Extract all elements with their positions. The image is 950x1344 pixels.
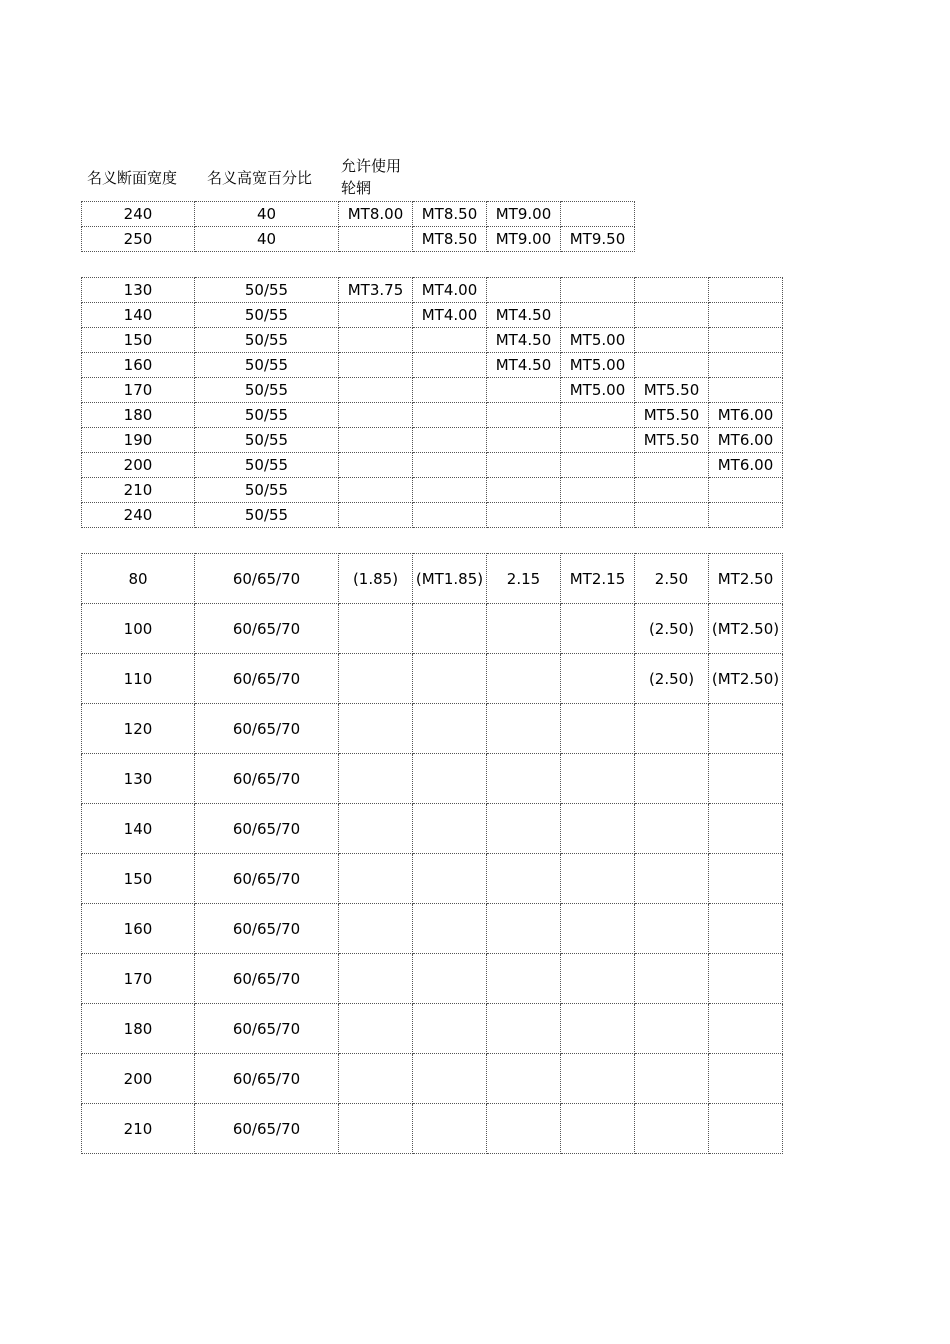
cell-rim-6 bbox=[709, 754, 783, 804]
cell-aspect-ratio: 50/55 bbox=[195, 378, 339, 403]
cell-rim-1: (1.85) bbox=[339, 554, 413, 604]
cell-rim-6: MT6.00 bbox=[709, 428, 783, 453]
cell-rim-4 bbox=[561, 428, 635, 453]
cell-rim-4 bbox=[561, 1004, 635, 1054]
cell-rim-5: MT5.50 bbox=[635, 378, 709, 403]
cell-nominal-width: 100 bbox=[82, 604, 195, 654]
cell-rim-4 bbox=[561, 478, 635, 503]
cell-rim-4 bbox=[561, 954, 635, 1004]
cell-aspect-ratio: 60/65/70 bbox=[195, 604, 339, 654]
cell-nominal-width: 200 bbox=[82, 1054, 195, 1104]
table-row bbox=[82, 278, 783, 303]
cell-rim-4 bbox=[561, 202, 635, 227]
cell-nominal-width: 170 bbox=[82, 954, 195, 1004]
cell-aspect-ratio: 60/65/70 bbox=[195, 1004, 339, 1054]
cell-rim-2 bbox=[413, 353, 487, 378]
cell-rim-2 bbox=[413, 604, 487, 654]
cell-rim-1 bbox=[339, 804, 413, 854]
table-row bbox=[82, 854, 783, 904]
table-row bbox=[82, 554, 783, 604]
cell-rim-4 bbox=[561, 704, 635, 754]
table-row bbox=[82, 303, 783, 328]
cell-rim-5: (2.50) bbox=[635, 604, 709, 654]
cell-aspect-ratio: 50/55 bbox=[195, 503, 339, 528]
cell-rim-2: MT8.50 bbox=[413, 202, 487, 227]
table-row bbox=[82, 478, 783, 503]
cell-rim-2 bbox=[413, 1004, 487, 1054]
cell-rim-6: (MT2.50) bbox=[709, 654, 783, 704]
table-row bbox=[82, 954, 783, 1004]
cell-rim-2 bbox=[413, 453, 487, 478]
cell-rim-5 bbox=[635, 478, 709, 503]
cell-rim-6: (MT2.50) bbox=[709, 604, 783, 654]
cell-nominal-width: 150 bbox=[82, 328, 195, 353]
cell-rim-3 bbox=[487, 754, 561, 804]
cell-rim-5: 2.50 bbox=[635, 554, 709, 604]
cell-rim-2: MT4.00 bbox=[413, 278, 487, 303]
cell-aspect-ratio: 60/65/70 bbox=[195, 1104, 339, 1154]
cell-rim-2 bbox=[413, 654, 487, 704]
cell-rim-2 bbox=[413, 503, 487, 528]
table-row bbox=[82, 1054, 783, 1104]
cell-rim-3: MT4.50 bbox=[487, 303, 561, 328]
table-row bbox=[82, 453, 783, 478]
cell-rim-1 bbox=[339, 353, 413, 378]
table-row bbox=[82, 227, 635, 252]
cell-aspect-ratio: 50/55 bbox=[195, 403, 339, 428]
cell-rim-4 bbox=[561, 1054, 635, 1104]
cell-rim-5 bbox=[635, 854, 709, 904]
cell-rim-2 bbox=[413, 804, 487, 854]
table-row bbox=[82, 904, 783, 954]
cell-rim-6: MT2.50 bbox=[709, 554, 783, 604]
cell-rim-1 bbox=[339, 754, 413, 804]
cell-rim-3 bbox=[487, 804, 561, 854]
cell-rim-2: (MT1.85) bbox=[413, 554, 487, 604]
cell-aspect-ratio: 60/65/70 bbox=[195, 654, 339, 704]
cell-rim-6 bbox=[709, 478, 783, 503]
cell-rim-6 bbox=[709, 328, 783, 353]
cell-rim-5 bbox=[635, 804, 709, 854]
cell-rim-5 bbox=[635, 704, 709, 754]
table-row bbox=[82, 1104, 783, 1154]
cell-rim-3 bbox=[487, 704, 561, 754]
cell-aspect-ratio: 40 bbox=[195, 202, 339, 227]
cell-nominal-width: 170 bbox=[82, 378, 195, 403]
cell-rim-6 bbox=[709, 1104, 783, 1154]
cell-rim-1 bbox=[339, 328, 413, 353]
cell-aspect-ratio: 50/55 bbox=[195, 328, 339, 353]
cell-aspect-ratio: 60/65/70 bbox=[195, 754, 339, 804]
cell-rim-5 bbox=[635, 1104, 709, 1154]
cell-rim-6 bbox=[709, 904, 783, 954]
cell-rim-5 bbox=[635, 303, 709, 328]
cell-nominal-width: 130 bbox=[82, 278, 195, 303]
table-row bbox=[82, 353, 783, 378]
cell-rim-5: (2.50) bbox=[635, 654, 709, 704]
cell-rim-1 bbox=[339, 428, 413, 453]
cell-rim-5 bbox=[635, 754, 709, 804]
cell-aspect-ratio: 60/65/70 bbox=[195, 704, 339, 754]
cell-rim-2 bbox=[413, 904, 487, 954]
cell-aspect-ratio: 40 bbox=[195, 227, 339, 252]
cell-rim-3 bbox=[487, 604, 561, 654]
cell-rim-1 bbox=[339, 453, 413, 478]
cell-rim-1: MT8.00 bbox=[339, 202, 413, 227]
cell-rim-3: 2.15 bbox=[487, 554, 561, 604]
cell-rim-1 bbox=[339, 303, 413, 328]
cell-aspect-ratio: 50/55 bbox=[195, 278, 339, 303]
table-row bbox=[82, 754, 783, 804]
cell-rim-1 bbox=[339, 478, 413, 503]
cell-aspect-ratio: 60/65/70 bbox=[195, 954, 339, 1004]
cell-rim-4 bbox=[561, 503, 635, 528]
cell-rim-2 bbox=[413, 704, 487, 754]
cell-rim-3: MT4.50 bbox=[487, 353, 561, 378]
cell-rim-6 bbox=[709, 704, 783, 754]
cell-rim-4 bbox=[561, 1104, 635, 1154]
cell-rim-4 bbox=[561, 403, 635, 428]
cell-nominal-width: 80 bbox=[82, 554, 195, 604]
cell-rim-4 bbox=[561, 654, 635, 704]
cell-rim-3 bbox=[487, 1104, 561, 1154]
header-permitted-rim-line1: 允许使用 bbox=[341, 157, 402, 175]
cell-rim-3: MT9.00 bbox=[487, 227, 561, 252]
cell-rim-1 bbox=[339, 503, 413, 528]
table-row bbox=[82, 804, 783, 854]
cell-nominal-width: 180 bbox=[82, 403, 195, 428]
cell-nominal-width: 130 bbox=[82, 754, 195, 804]
cell-rim-3 bbox=[487, 503, 561, 528]
cell-rim-5 bbox=[635, 954, 709, 1004]
cell-rim-6: MT6.00 bbox=[709, 453, 783, 478]
cell-rim-6 bbox=[709, 1054, 783, 1104]
cell-nominal-width: 140 bbox=[82, 303, 195, 328]
cell-rim-3 bbox=[487, 453, 561, 478]
cell-rim-4 bbox=[561, 604, 635, 654]
table-row bbox=[82, 378, 783, 403]
cell-rim-2 bbox=[413, 328, 487, 353]
cell-rim-6 bbox=[709, 854, 783, 904]
table-row bbox=[82, 403, 783, 428]
cell-rim-3 bbox=[487, 854, 561, 904]
cell-rim-2 bbox=[413, 428, 487, 453]
cell-rim-5 bbox=[635, 503, 709, 528]
cell-nominal-width: 110 bbox=[82, 654, 195, 704]
cell-rim-6: MT6.00 bbox=[709, 403, 783, 428]
table-60-65-70-series bbox=[81, 553, 783, 1154]
cell-rim-3 bbox=[487, 478, 561, 503]
cell-nominal-width: 240 bbox=[82, 503, 195, 528]
cell-rim-4: MT5.00 bbox=[561, 353, 635, 378]
cell-rim-4: MT5.00 bbox=[561, 378, 635, 403]
table-row bbox=[82, 503, 783, 528]
cell-rim-6 bbox=[709, 378, 783, 403]
cell-rim-2 bbox=[413, 403, 487, 428]
cell-aspect-ratio: 60/65/70 bbox=[195, 854, 339, 904]
cell-rim-1: MT3.75 bbox=[339, 278, 413, 303]
cell-rim-4: MT5.00 bbox=[561, 328, 635, 353]
cell-rim-6 bbox=[709, 278, 783, 303]
table-row bbox=[82, 704, 783, 754]
cell-aspect-ratio: 50/55 bbox=[195, 453, 339, 478]
cell-rim-6 bbox=[709, 804, 783, 854]
header-permitted-rim-line2: 轮辋 bbox=[341, 179, 372, 197]
table-row bbox=[82, 202, 635, 227]
cell-aspect-ratio: 60/65/70 bbox=[195, 554, 339, 604]
cell-rim-4 bbox=[561, 904, 635, 954]
cell-rim-1 bbox=[339, 704, 413, 754]
cell-rim-5 bbox=[635, 453, 709, 478]
cell-rim-1 bbox=[339, 1054, 413, 1104]
cell-rim-3 bbox=[487, 278, 561, 303]
cell-rim-4 bbox=[561, 754, 635, 804]
cell-rim-3 bbox=[487, 1004, 561, 1054]
table-50-55-series bbox=[81, 277, 783, 528]
cell-rim-1 bbox=[339, 954, 413, 1004]
cell-rim-5 bbox=[635, 278, 709, 303]
cell-rim-3: MT9.00 bbox=[487, 202, 561, 227]
cell-rim-5 bbox=[635, 328, 709, 353]
cell-aspect-ratio: 60/65/70 bbox=[195, 804, 339, 854]
cell-rim-1 bbox=[339, 1004, 413, 1054]
cell-rim-3 bbox=[487, 1054, 561, 1104]
cell-nominal-width: 160 bbox=[82, 353, 195, 378]
cell-rim-3 bbox=[487, 904, 561, 954]
cell-rim-1 bbox=[339, 604, 413, 654]
cell-nominal-width: 210 bbox=[82, 478, 195, 503]
cell-rim-4 bbox=[561, 278, 635, 303]
cell-rim-5 bbox=[635, 353, 709, 378]
cell-rim-3 bbox=[487, 428, 561, 453]
cell-nominal-width: 250 bbox=[82, 227, 195, 252]
cell-rim-1 bbox=[339, 1104, 413, 1154]
cell-rim-1 bbox=[339, 378, 413, 403]
cell-rim-4 bbox=[561, 804, 635, 854]
cell-aspect-ratio: 60/65/70 bbox=[195, 1054, 339, 1104]
cell-rim-6 bbox=[709, 954, 783, 1004]
header-aspect-ratio: 名义高宽百分比 bbox=[207, 169, 313, 187]
table-40-series bbox=[81, 201, 635, 252]
cell-aspect-ratio: 50/55 bbox=[195, 428, 339, 453]
cell-rim-3 bbox=[487, 954, 561, 1004]
header-nominal-width: 名义断面宽度 bbox=[87, 169, 178, 187]
cell-rim-5: MT5.50 bbox=[635, 403, 709, 428]
cell-rim-2 bbox=[413, 954, 487, 1004]
cell-nominal-width: 210 bbox=[82, 1104, 195, 1154]
table-row bbox=[82, 328, 783, 353]
cell-rim-5 bbox=[635, 1054, 709, 1104]
table-row bbox=[82, 604, 783, 654]
cell-aspect-ratio: 50/55 bbox=[195, 478, 339, 503]
cell-rim-4 bbox=[561, 453, 635, 478]
cell-aspect-ratio: 50/55 bbox=[195, 303, 339, 328]
cell-rim-4: MT9.50 bbox=[561, 227, 635, 252]
cell-rim-3: MT4.50 bbox=[487, 328, 561, 353]
cell-rim-1 bbox=[339, 654, 413, 704]
cell-nominal-width: 160 bbox=[82, 904, 195, 954]
cell-nominal-width: 240 bbox=[82, 202, 195, 227]
cell-rim-6 bbox=[709, 353, 783, 378]
cell-rim-2: MT4.00 bbox=[413, 303, 487, 328]
cell-rim-6 bbox=[709, 503, 783, 528]
cell-rim-1 bbox=[339, 854, 413, 904]
cell-nominal-width: 180 bbox=[82, 1004, 195, 1054]
cell-rim-1 bbox=[339, 403, 413, 428]
cell-rim-2 bbox=[413, 1104, 487, 1154]
cell-nominal-width: 140 bbox=[82, 804, 195, 854]
cell-nominal-width: 120 bbox=[82, 704, 195, 754]
cell-nominal-width: 150 bbox=[82, 854, 195, 904]
cell-rim-4: MT2.15 bbox=[561, 554, 635, 604]
cell-rim-2 bbox=[413, 1054, 487, 1104]
cell-nominal-width: 200 bbox=[82, 453, 195, 478]
cell-rim-2 bbox=[413, 754, 487, 804]
cell-rim-1 bbox=[339, 227, 413, 252]
cell-rim-4 bbox=[561, 854, 635, 904]
cell-rim-2 bbox=[413, 378, 487, 403]
cell-rim-3 bbox=[487, 654, 561, 704]
header-permitted-rim bbox=[341, 155, 401, 199]
cell-aspect-ratio: 60/65/70 bbox=[195, 904, 339, 954]
cell-rim-6 bbox=[709, 1004, 783, 1054]
cell-rim-2 bbox=[413, 478, 487, 503]
cell-rim-1 bbox=[339, 904, 413, 954]
cell-aspect-ratio: 50/55 bbox=[195, 353, 339, 378]
cell-rim-3 bbox=[487, 403, 561, 428]
table-row bbox=[82, 1004, 783, 1054]
cell-rim-5 bbox=[635, 1004, 709, 1054]
cell-rim-4 bbox=[561, 303, 635, 328]
cell-rim-5: MT5.50 bbox=[635, 428, 709, 453]
cell-rim-2 bbox=[413, 854, 487, 904]
cell-rim-2: MT8.50 bbox=[413, 227, 487, 252]
cell-rim-3 bbox=[487, 378, 561, 403]
table-row bbox=[82, 654, 783, 704]
cell-nominal-width: 190 bbox=[82, 428, 195, 453]
cell-rim-5 bbox=[635, 904, 709, 954]
cell-rim-6 bbox=[709, 303, 783, 328]
table-row bbox=[82, 428, 783, 453]
